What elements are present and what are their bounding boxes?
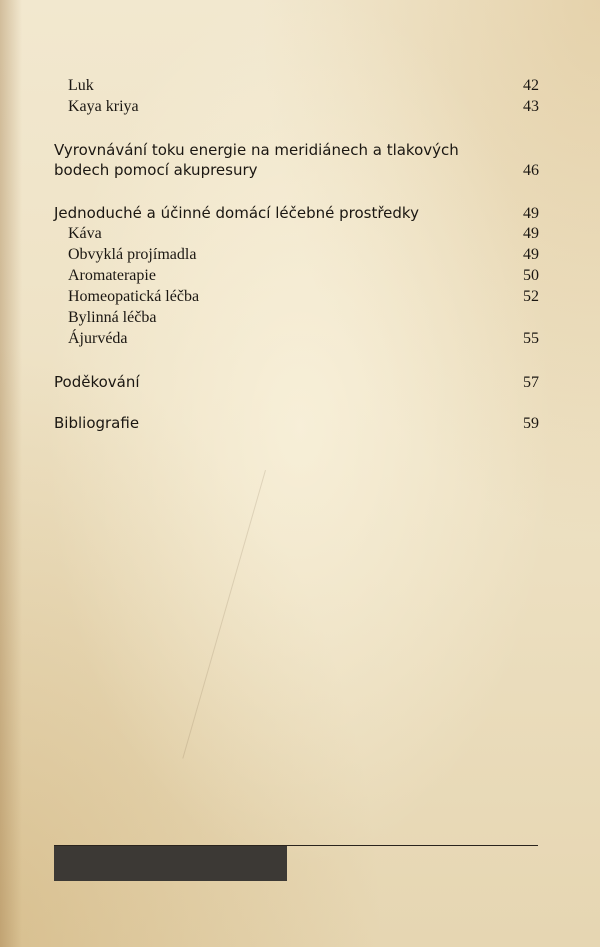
toc-entry-podekovani xyxy=(54,373,539,392)
toc-entry-title-line1: Vyrovnávání toku energie na meridiánech a tlakových xyxy=(54,141,459,159)
toc-entry-homeopaticka-lecba xyxy=(68,288,539,306)
toc-entry-title: Luk xyxy=(68,77,94,94)
toc-entry-page: 59 xyxy=(523,415,539,432)
toc-entry-title: Aromaterapie xyxy=(68,267,156,284)
toc-entry-bylinna-lecba xyxy=(68,309,539,327)
toc-entry-title: Ájurvéda xyxy=(68,330,128,347)
toc-entry-aromaterapie xyxy=(68,267,539,285)
toc-entry-page: 42 xyxy=(523,77,539,94)
toc-entry-page: 49 xyxy=(523,205,539,222)
toc-entry-bibliografie xyxy=(54,414,539,433)
toc-entry-page: 50 xyxy=(523,267,539,284)
toc-entry-title: Homeopatická léčba xyxy=(68,288,200,305)
toc-entry-title: Obvyklá projímadla xyxy=(68,246,197,263)
toc-entry-page: 43 xyxy=(523,98,539,115)
toc-entry-page: 57 xyxy=(523,374,539,391)
toc-entry-page: 52 xyxy=(523,288,539,305)
toc-entry-title: Bylinná léčba xyxy=(68,309,157,326)
footer-bar xyxy=(54,846,287,881)
toc-entry-kaya-kriya xyxy=(68,98,539,116)
toc-entry-page: 49 xyxy=(523,225,539,242)
toc-entry-title: Poděkování xyxy=(54,373,140,391)
toc-entry-title: Kaya kriya xyxy=(68,98,139,115)
toc-entry-ajurveda xyxy=(68,330,539,348)
toc-entry-projimadla xyxy=(68,246,539,264)
toc-entry-domaci-prostredky xyxy=(54,204,539,223)
toc-entry-title-line2: bodech pomocí akupresury xyxy=(54,161,258,179)
toc-entry-page: 55 xyxy=(523,330,539,347)
toc-entry-akupresura xyxy=(54,141,539,180)
toc-entry-title: Bibliografie xyxy=(54,414,140,432)
toc-entry-page: 46 xyxy=(523,162,539,179)
toc-entry-page: 49 xyxy=(523,246,539,263)
toc-entry-kava xyxy=(68,225,539,243)
toc-entry-luk xyxy=(68,77,539,95)
toc-entry-title: Káva xyxy=(68,225,102,242)
toc-entry-title: Jednoduché a účinné domácí léčebné prostředky xyxy=(54,204,419,222)
